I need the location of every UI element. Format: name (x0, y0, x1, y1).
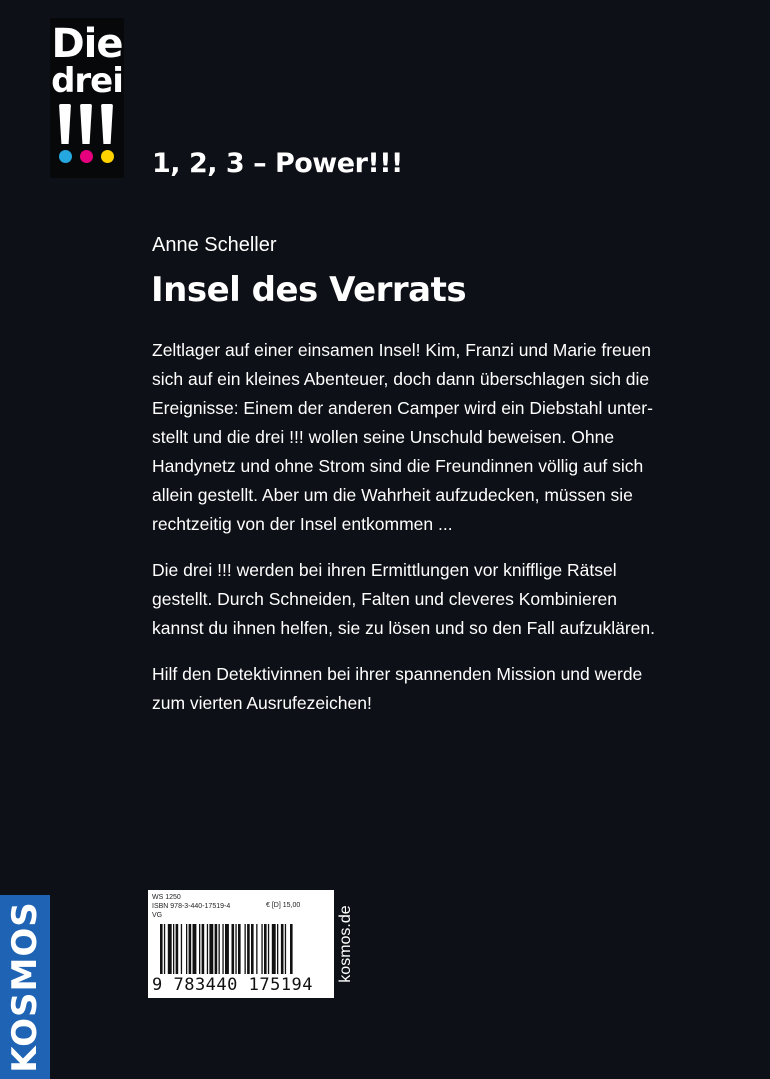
logo-text-die: Die (51, 21, 123, 67)
blurb-line: stellt und die drei !!! wollen seine Unschuld beweisen. Ohne (152, 427, 615, 447)
barcode-box (148, 890, 334, 998)
barcode-digits: 9 783440 175194 (152, 975, 314, 995)
blurb-paragraph-2 (152, 556, 722, 643)
blurb-line: allein gestellt. Aber um die Wahrheit aufzudecken, müssen sie (152, 485, 633, 505)
blurb-line: Zeltlager auf einer einsamen Insel! Kim, Franzi und Marie freuen (152, 340, 651, 360)
dot-magenta (80, 150, 93, 163)
kosmos-logo: KOSMOS (5, 901, 45, 1073)
barcode-price: € [D] 15,00 (266, 902, 301, 909)
barcode-info (152, 893, 230, 920)
publisher-url: kosmos.de (337, 905, 354, 983)
blurb-line: Handynetz und ohne Strom sind die Freundinnen völlig auf sich (152, 456, 644, 476)
logo-text-drei: drei (51, 61, 123, 101)
die-drei-logo (50, 18, 124, 178)
exclamation-mark-2 (79, 104, 93, 164)
blurb-line: rechtzeitig von der Insel entkommen ... (152, 514, 453, 534)
barcode-ws: WS 1250 (152, 894, 181, 901)
exclamation-mark-1 (58, 104, 72, 164)
barcode-code: VG (152, 912, 163, 919)
author-name: Anne Scheller (152, 234, 277, 256)
barcode-icon (160, 924, 328, 980)
dot-yellow (101, 150, 114, 163)
blurb-paragraph-3 (152, 660, 722, 718)
book-title: Insel des Verrats (151, 270, 467, 310)
blurb-line: kannst du ihnen helfen, sie zu lösen und so den Fall aufzuklären. (152, 618, 655, 638)
blurb-line: zum vierten Ausrufezeichen! (152, 693, 372, 713)
blurb-paragraph-1 (152, 336, 722, 539)
blurb-line: gestellt. Durch Schneiden, Falten und cleveres Kombinieren (152, 589, 617, 609)
blurb-line: sich auf ein kleines Abenteuer, doch dann überschlagen sich die (152, 369, 650, 389)
exclamation-mark-3 (100, 104, 114, 164)
exclamation-marks-icon (58, 104, 116, 164)
blurb-line: Die drei !!! werden bei ihren Ermittlungen vor knifflige Rätsel (152, 560, 617, 580)
blurb-line: Ereignisse: Einem der anderen Camper wird ein Diebstahl unter- (152, 398, 653, 418)
blurb-line: Hilf den Detektivinnen bei ihrer spannenden Mission und werde (152, 664, 643, 684)
series-title: 1, 2, 3 – Power!!! (152, 148, 403, 179)
barcode-isbn: ISBN 978-3-440-17519-4 (152, 903, 231, 910)
dot-blue (59, 150, 72, 163)
blurb-text (152, 336, 722, 735)
